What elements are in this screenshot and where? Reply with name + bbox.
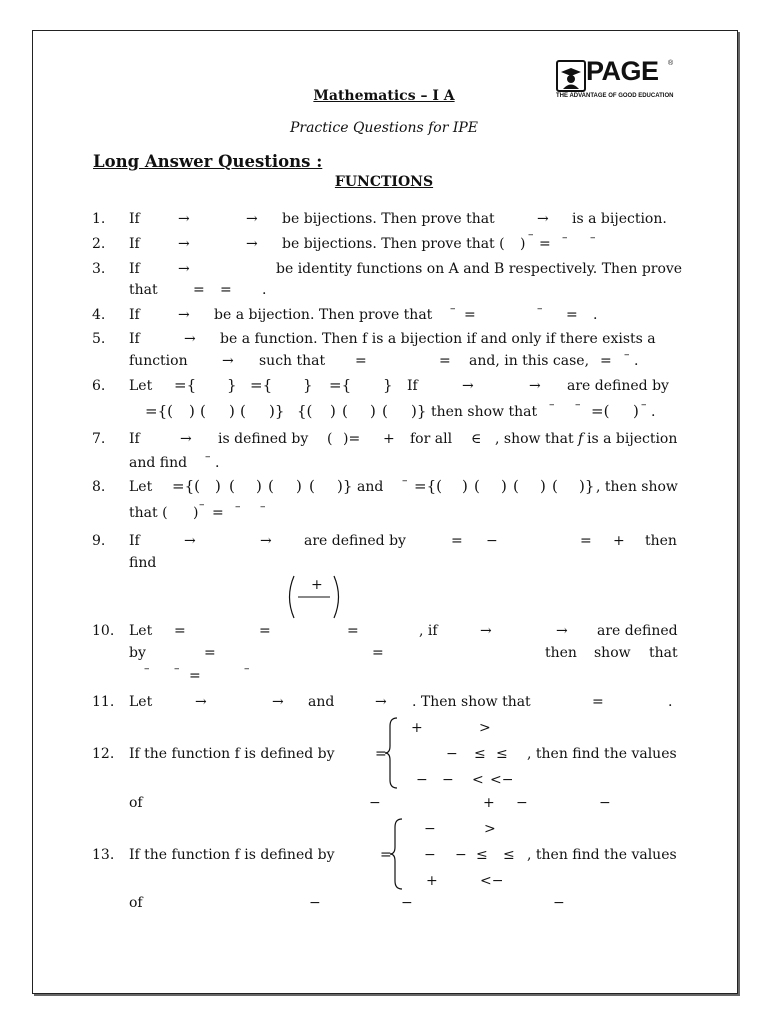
text: are defined by bbox=[304, 533, 406, 549]
question-number: 12. bbox=[92, 746, 115, 762]
text: − bbox=[424, 847, 436, 863]
set-open: ={( bbox=[145, 402, 173, 420]
arrow: → bbox=[272, 694, 284, 710]
text: = bbox=[193, 282, 205, 298]
text: of bbox=[129, 795, 143, 811]
text: be bijections. Then prove that ( bbox=[282, 236, 505, 252]
text: If bbox=[407, 378, 418, 394]
text: ≤ bbox=[474, 746, 486, 762]
text: > bbox=[484, 821, 496, 837]
text: − bbox=[442, 772, 454, 788]
arrow: → bbox=[556, 623, 568, 639]
question-number: 11. bbox=[92, 694, 115, 710]
set-close: )} bbox=[337, 477, 353, 495]
text: then bbox=[545, 645, 577, 661]
text: find bbox=[129, 555, 157, 571]
arrow: → bbox=[529, 378, 541, 394]
page-subtitle: Practice Questions for IPE bbox=[289, 120, 479, 136]
text: + bbox=[613, 533, 625, 549]
text: − bbox=[455, 847, 467, 863]
text: − bbox=[553, 895, 565, 911]
text: that bbox=[649, 645, 678, 661]
text: = bbox=[580, 533, 592, 549]
question-number: 10. bbox=[92, 623, 115, 639]
paren: ( bbox=[240, 402, 246, 420]
text: = bbox=[380, 847, 392, 863]
text: be a function. Then f is a bijection if and only if there exists a bbox=[220, 331, 656, 347]
paren: ) bbox=[462, 477, 468, 495]
text: are defined by bbox=[567, 378, 669, 394]
text: ) bbox=[520, 236, 526, 252]
text: show bbox=[594, 645, 631, 661]
set-open: ={( bbox=[172, 477, 200, 495]
text: is defined by bbox=[218, 431, 309, 447]
paren: ( bbox=[342, 402, 348, 420]
text: be bijections. Then prove that bbox=[282, 211, 495, 227]
paren: ( bbox=[552, 477, 558, 495]
text: and bbox=[308, 694, 335, 710]
superscript: – bbox=[199, 498, 205, 511]
paren: ( bbox=[229, 477, 235, 495]
text: . bbox=[593, 307, 598, 323]
text: − bbox=[416, 772, 428, 788]
text: such that bbox=[259, 353, 326, 369]
set-close: )} bbox=[579, 477, 595, 495]
text: If bbox=[129, 533, 140, 549]
arrow: → bbox=[178, 236, 190, 252]
set-open: ={( bbox=[414, 477, 442, 495]
set-close: } bbox=[227, 376, 237, 394]
text: = bbox=[347, 623, 359, 639]
arrow: → bbox=[246, 236, 258, 252]
arrow: → bbox=[375, 694, 387, 710]
paren: ( bbox=[327, 431, 333, 447]
text: , then show bbox=[596, 479, 678, 495]
paren: ) bbox=[229, 402, 235, 420]
question-number: 13. bbox=[92, 847, 115, 863]
paren: ) bbox=[256, 477, 262, 495]
text: function bbox=[129, 353, 188, 369]
paren: ( bbox=[268, 477, 274, 495]
text: = bbox=[220, 282, 232, 298]
superscript: – bbox=[549, 398, 555, 411]
text: . bbox=[651, 404, 656, 420]
text: If bbox=[129, 307, 140, 323]
superscript: – bbox=[590, 231, 596, 244]
page-title: Mathematics – I A bbox=[313, 88, 455, 104]
text: If the function f is defined by bbox=[129, 746, 335, 762]
text: , show that bbox=[495, 431, 574, 447]
text: If the function f is defined by bbox=[129, 847, 335, 863]
text: of bbox=[129, 895, 143, 911]
question-number: 9. bbox=[92, 533, 106, 549]
question-number: 5. bbox=[92, 331, 106, 347]
section-heading: Long Answer Questions : bbox=[93, 152, 323, 171]
registered-mark: ® bbox=[668, 60, 674, 67]
text: then bbox=[645, 533, 677, 549]
superscript: – bbox=[244, 662, 250, 675]
superscript: – bbox=[450, 302, 456, 315]
paren: ) bbox=[540, 477, 546, 495]
text: = bbox=[204, 645, 216, 661]
question-number: 7. bbox=[92, 431, 106, 447]
set-close: } bbox=[383, 376, 393, 394]
text: − bbox=[516, 795, 528, 811]
text: − bbox=[401, 895, 413, 911]
set-close: )} bbox=[269, 402, 285, 420]
superscript: – bbox=[624, 348, 630, 361]
paren: ) bbox=[193, 505, 199, 521]
text: = bbox=[189, 668, 201, 684]
superscript: – bbox=[575, 398, 581, 411]
text: that bbox=[129, 282, 158, 298]
arrow: → bbox=[180, 431, 192, 447]
paren: ) bbox=[633, 402, 639, 420]
text: . bbox=[634, 353, 639, 369]
text: and find bbox=[129, 455, 188, 471]
text: , if bbox=[419, 623, 438, 639]
text: If bbox=[129, 211, 140, 227]
text: If bbox=[129, 261, 140, 277]
arrow: → bbox=[178, 211, 190, 227]
superscript: – bbox=[144, 662, 150, 675]
text: = bbox=[355, 353, 367, 369]
text: Let bbox=[129, 623, 153, 639]
set-close: } bbox=[303, 376, 313, 394]
text: < bbox=[472, 772, 484, 788]
logo-word: PAGE bbox=[586, 56, 659, 86]
arrow: → bbox=[195, 694, 207, 710]
text: > bbox=[479, 720, 491, 736]
text: <− bbox=[490, 772, 514, 788]
text: , then find the values bbox=[527, 847, 677, 863]
paren: ( bbox=[200, 402, 206, 420]
text: . bbox=[215, 455, 220, 471]
set-open: ={ bbox=[174, 376, 197, 394]
text: + bbox=[311, 577, 323, 593]
paren: ) bbox=[215, 477, 221, 495]
arrow: → bbox=[537, 211, 549, 227]
question-number: 8. bbox=[92, 479, 106, 495]
text: ≤ bbox=[496, 746, 508, 762]
text: = bbox=[451, 533, 463, 549]
paren: ) bbox=[370, 402, 376, 420]
text: <− bbox=[480, 873, 504, 889]
superscript: – bbox=[402, 474, 408, 487]
text: = bbox=[375, 746, 387, 762]
text: + bbox=[383, 431, 395, 447]
text: ≤ bbox=[476, 847, 488, 863]
question-number: 2. bbox=[92, 236, 106, 252]
paren: ( bbox=[382, 402, 388, 420]
paren: ( bbox=[513, 477, 519, 495]
text: − bbox=[486, 533, 498, 549]
text: = bbox=[464, 307, 476, 323]
superscript: – bbox=[641, 398, 647, 411]
text: ≤ bbox=[503, 847, 515, 863]
arrow: → bbox=[184, 533, 196, 549]
text: = bbox=[600, 353, 612, 369]
superscript: – bbox=[205, 450, 211, 463]
text: = bbox=[539, 236, 551, 252]
text: be a bijection. Then prove that bbox=[214, 307, 433, 323]
text: and bbox=[357, 479, 384, 495]
text: , then find the values bbox=[527, 746, 677, 762]
arrow: → bbox=[260, 533, 272, 549]
arrow: → bbox=[462, 378, 474, 394]
arrow: → bbox=[178, 261, 190, 277]
text: by bbox=[129, 645, 146, 661]
text: be identity functions on A and B respectively. Then prove bbox=[276, 261, 683, 277]
piecewise-brace bbox=[384, 716, 400, 790]
logo-tagline: THE ADVANTAGE OF GOOD EDUCATION bbox=[556, 93, 674, 99]
text: = bbox=[439, 353, 451, 369]
superscript: – bbox=[235, 500, 241, 513]
text: Let bbox=[129, 378, 153, 394]
text: then show that bbox=[431, 404, 538, 420]
paren: ) bbox=[296, 477, 302, 495]
question-number: 6. bbox=[92, 378, 106, 394]
text: − bbox=[309, 895, 321, 911]
text: = bbox=[174, 623, 186, 639]
set-close: )} bbox=[411, 402, 427, 420]
text: If bbox=[129, 236, 140, 252]
text: If bbox=[129, 431, 140, 447]
text: )= bbox=[343, 431, 361, 447]
text: If bbox=[129, 331, 140, 347]
question-number: 1. bbox=[92, 211, 106, 227]
paren: ( bbox=[474, 477, 480, 495]
text: − bbox=[599, 795, 611, 811]
paren: =( bbox=[591, 402, 610, 420]
paren: ) bbox=[330, 402, 336, 420]
text: = bbox=[212, 505, 224, 521]
text: . bbox=[668, 694, 673, 710]
superscript: – bbox=[528, 228, 534, 241]
superscript: – bbox=[260, 500, 266, 513]
question-number: 4. bbox=[92, 307, 106, 323]
text: . bbox=[262, 282, 267, 298]
text: + bbox=[411, 720, 423, 736]
superscript: – bbox=[562, 231, 568, 244]
text: + bbox=[483, 795, 495, 811]
set-open: ={ bbox=[250, 376, 273, 394]
arrow: → bbox=[184, 331, 196, 347]
text: Let bbox=[129, 694, 153, 710]
text: are defined bbox=[597, 623, 678, 639]
piecewise-brace bbox=[389, 817, 405, 891]
text: is a bijection bbox=[587, 431, 678, 447]
paren: ( bbox=[309, 477, 315, 495]
text: Let bbox=[129, 479, 153, 495]
topic-heading: FUNCTIONS bbox=[334, 174, 434, 190]
arrow: → bbox=[178, 307, 190, 323]
arrow: → bbox=[480, 623, 492, 639]
arrow: → bbox=[222, 353, 234, 369]
paren: ) bbox=[501, 477, 507, 495]
set-open: ={ bbox=[329, 376, 352, 394]
text: that ( bbox=[129, 505, 168, 521]
text: and, in this case, bbox=[469, 353, 590, 369]
text: = bbox=[259, 623, 271, 639]
text: . Then show that bbox=[412, 694, 531, 710]
text: is a bijection. bbox=[572, 211, 667, 227]
text: ∈ bbox=[471, 431, 482, 447]
set-open: {( bbox=[297, 402, 313, 420]
text: = bbox=[372, 645, 384, 661]
paren: ) bbox=[189, 402, 195, 420]
text: + bbox=[426, 873, 438, 889]
text: f bbox=[578, 431, 584, 447]
text: for all bbox=[410, 431, 453, 447]
text: = bbox=[592, 694, 604, 710]
arrow: → bbox=[246, 211, 258, 227]
superscript: – bbox=[537, 302, 543, 315]
superscript: – bbox=[174, 662, 180, 675]
text: = bbox=[566, 307, 578, 323]
text: − bbox=[369, 795, 381, 811]
text: − bbox=[424, 821, 436, 837]
justified-line bbox=[220, 331, 675, 347]
text: − bbox=[446, 746, 458, 762]
question-number: 3. bbox=[92, 261, 106, 277]
